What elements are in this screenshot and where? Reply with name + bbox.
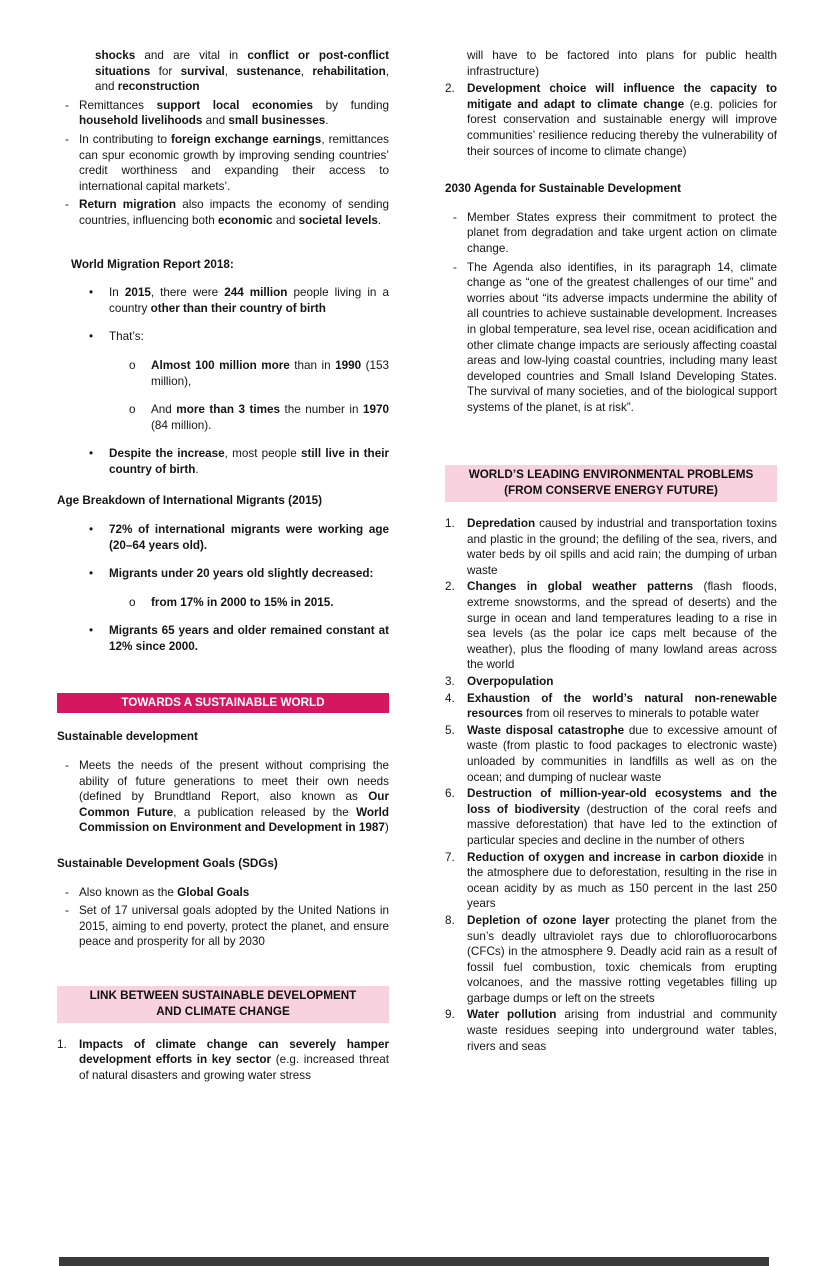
list-marker: - bbox=[453, 260, 457, 274]
list-item-text bbox=[467, 674, 777, 690]
list-item-text: Despite the increase, most people still live in their country of birth. bbox=[109, 447, 389, 476]
list-item bbox=[57, 197, 389, 228]
age-breakdown-list bbox=[57, 522, 389, 655]
list-item bbox=[445, 674, 777, 690]
list-item bbox=[445, 210, 777, 257]
climate-impacts-list-continued bbox=[445, 48, 777, 159]
list-item-text: Development choice will influence the capacity to mitigate and adapt to climate change (e.g. policies for forest conservation and sustainable energy will improve communities’ resilience reducing thereby the vulnerability of their sources of income to climate change) bbox=[467, 82, 777, 158]
list-marker: • bbox=[89, 523, 94, 537]
bold-text: societal levels bbox=[298, 213, 378, 227]
list-item bbox=[57, 885, 389, 901]
heading-world-migration-report bbox=[71, 257, 389, 273]
list-item-text: Reduction of oxygen and increase in carbon dioxide in the atmosphere due to deforestation, resulting in the rise in ocean acidity by as much as 150 percent in the last 250 years bbox=[467, 850, 777, 911]
list-marker: 6. bbox=[445, 787, 455, 801]
climate-impacts-list bbox=[57, 1037, 389, 1084]
list-marker: 2. bbox=[445, 82, 455, 96]
bold-text: rehabilitation bbox=[312, 64, 386, 78]
list-item bbox=[57, 48, 389, 95]
list-item-text: Set of 17 universal goals adopted by the United Nations in 2015, aiming to end poverty, protect the planet, and ensure peace and prosperity for all by 2030 bbox=[79, 904, 389, 949]
page-gap-bar bbox=[59, 1257, 769, 1266]
list-item-text: Return migration also impacts the economy of sending countries, influencing both economic and societal levels. bbox=[79, 198, 389, 227]
list-item bbox=[57, 623, 389, 654]
bold-text: Depletion of ozone layer bbox=[467, 913, 610, 927]
list-item bbox=[445, 260, 777, 416]
bold-text: other than their country of birth bbox=[150, 301, 326, 315]
bold-text: small businesses bbox=[228, 114, 326, 128]
bold-text: Impacts of climate change can severely hamper development efforts in key sector bbox=[79, 1037, 389, 1067]
heading-sdgs bbox=[57, 856, 389, 872]
bold-text: from 17% in 2000 to 15% in 2015. bbox=[151, 595, 334, 609]
list-item-text: And more than 3 times the number in 1970 (84 million). bbox=[151, 403, 389, 432]
list-marker: 7. bbox=[445, 850, 455, 864]
list-marker: • bbox=[89, 624, 94, 638]
bold-text: Return migration bbox=[79, 198, 177, 212]
list-marker: 5. bbox=[445, 723, 455, 737]
list-item bbox=[445, 786, 777, 848]
list-marker: - bbox=[65, 759, 69, 773]
list-item-text: The Agenda also identifies, in its paragraph 14, climate change as “one of the greatest challenges of our time” and worries about “its adverse impacts undermine the ability of all countries to achieve sustainable development. Increases in global temperature, sea level rise, ocean acidification and other climate change impacts are seriously affecting coastal areas and low-lying coastal countries, including many least developed countries and Small Island Developing States. The survival of many societies, and of the biological support systems of the planet, is at risk”. bbox=[467, 260, 777, 414]
list-marker: o bbox=[129, 403, 136, 417]
bold-text: World Commission on Environment and Development in 1987 bbox=[79, 805, 389, 835]
bold-text: Age Breakdown of International Migrants (2015) bbox=[57, 494, 322, 508]
sustainable-development-list bbox=[57, 758, 389, 836]
list-item-text: Remittances support local economies by funding household livelihoods and small businesses. bbox=[79, 98, 389, 128]
bold-text: conflict or post-conflict situations bbox=[95, 49, 389, 78]
right-column bbox=[445, 48, 777, 1055]
banner-line: TOWARDS A SUSTAINABLE WORLD bbox=[121, 695, 325, 709]
bold-text: Sustainable development bbox=[57, 730, 198, 744]
bold-text: Development choice will influence the capacity to mitigate and adapt to climate change bbox=[467, 82, 777, 111]
bold-text: 72% of international migrants were working age (20–64 years old). bbox=[109, 523, 389, 552]
banner-towards-sustainable-world bbox=[57, 693, 389, 714]
list-item bbox=[57, 566, 389, 582]
list-item bbox=[57, 758, 389, 836]
list-marker: • bbox=[89, 567, 94, 581]
list-item bbox=[445, 913, 777, 1007]
bold-text: shocks bbox=[95, 49, 136, 62]
list-marker: - bbox=[65, 98, 69, 112]
list-item bbox=[445, 516, 777, 578]
bold-text: Global Goals bbox=[177, 885, 250, 899]
list-item bbox=[57, 132, 389, 194]
bold-text: 244 million bbox=[224, 286, 288, 300]
list-item bbox=[445, 723, 777, 785]
list-item bbox=[57, 903, 389, 950]
bold-text: Waste disposal catastrophe bbox=[467, 723, 625, 737]
list-item bbox=[445, 691, 777, 722]
list-item-text: Also known as the Global Goals bbox=[79, 885, 250, 899]
bold-text: economic bbox=[218, 213, 273, 227]
list-marker: 2. bbox=[445, 580, 455, 594]
list-marker: - bbox=[65, 885, 69, 899]
bold-text: support local economies bbox=[156, 98, 314, 112]
list-marker: 1. bbox=[445, 517, 455, 531]
list-item bbox=[445, 81, 777, 159]
bold-text: Destruction of million-year-old ecosystems and the loss of biodiversity bbox=[467, 787, 777, 816]
bold-text: 2030 Agenda for Sustainable Development bbox=[445, 182, 681, 196]
list-item-text: Exhaustion of the world’s natural non-renewable resources from oil reserves to minerals to potable water bbox=[467, 691, 777, 721]
bold-text: Despite the increase bbox=[109, 447, 225, 461]
list-item bbox=[445, 48, 777, 79]
list-item bbox=[57, 402, 389, 433]
list-marker: • bbox=[89, 330, 94, 344]
list-marker: - bbox=[65, 198, 69, 212]
bold-text: survival bbox=[180, 64, 225, 78]
bold-text: 1970 bbox=[362, 403, 389, 417]
bold-text: Overpopulation bbox=[467, 675, 554, 688]
list-marker: • bbox=[89, 286, 94, 300]
bold-text: Migrants 65 years and older remained constant at 12% since 2000. bbox=[109, 624, 389, 654]
banner-line: AND CLIMATE CHANGE bbox=[156, 1004, 290, 1018]
bold-text: Migrants under 20 years old slightly decreased: bbox=[109, 567, 374, 581]
list-marker: - bbox=[65, 132, 69, 146]
environmental-problems-list bbox=[445, 516, 777, 1054]
list-item bbox=[57, 285, 389, 316]
bold-text: Sustainable Development Goals (SDGs) bbox=[57, 856, 278, 870]
list-item-text bbox=[151, 595, 389, 611]
heading-sustainable-development bbox=[57, 729, 389, 745]
bold-text: reconstruction bbox=[117, 80, 200, 94]
bold-text: household livelihoods bbox=[79, 114, 203, 128]
list-marker: 8. bbox=[445, 913, 455, 927]
bold-text: sustenance bbox=[236, 64, 301, 78]
left-column bbox=[57, 48, 389, 1084]
list-marker: 4. bbox=[445, 691, 455, 705]
list-item bbox=[445, 1007, 777, 1054]
list-item-text: Depletion of ozone layer protecting the planet from the sun’s deadly ultraviolet rays due to chlorofluorocarbons (CFCs) in the atmosphere 9. Deadly acid rain as a result of fossil fuel combustion, toxic chemicals from erupting volcanoes, and the massive rotting vegetables filling up garbage dumps or left on the streets bbox=[467, 913, 778, 1005]
list-item-text: Changes in global weather patterns (flash floods, extreme snowstorms, and the spread of deserts) and the surge in ocean and land temperatures leading to a rise in sea levels (as the polar ice caps melt because of the weather), plus the flooding of many lowland areas across the world bbox=[467, 580, 777, 672]
list-marker: - bbox=[453, 210, 457, 224]
heading-age-breakdown bbox=[57, 493, 389, 509]
list-item bbox=[57, 446, 389, 477]
list-item bbox=[57, 595, 389, 611]
list-item bbox=[57, 329, 389, 345]
list-marker: o bbox=[129, 595, 136, 609]
list-marker: 1. bbox=[57, 1037, 67, 1051]
list-marker: 9. bbox=[445, 1008, 455, 1022]
bold-text: Our Common Future bbox=[79, 790, 389, 819]
banner-line: WORLD’S LEADING ENVIRONMENTAL PROBLEMS bbox=[468, 468, 754, 482]
list-item bbox=[57, 522, 389, 553]
list-item-text: That’s: bbox=[109, 330, 144, 344]
sdgs-list bbox=[57, 885, 389, 950]
list-item bbox=[445, 579, 777, 673]
list-item-text: In 2015, there were 244 million people living in a country other than their country of birth bbox=[109, 286, 389, 315]
bold-text: Depredation bbox=[467, 517, 536, 531]
list-item-text: shocks and are vital in conflict or post-conflict situations for survival, sustenance, rehabilitation, and reconstruction bbox=[95, 49, 389, 94]
list-item-text bbox=[109, 623, 389, 654]
list-item-text: Impacts of climate change can severely hamper development efforts in key sector (e.g. increased threat of natural disasters and growing water stress bbox=[79, 1037, 389, 1082]
list-marker: - bbox=[65, 904, 69, 918]
agenda-2030-list bbox=[445, 210, 777, 416]
list-item-text: Water pollution arising from industrial and community waste residues seeping into underground water tables, rivers and seas bbox=[467, 1008, 777, 1053]
bold-text: still live in their country of birth bbox=[109, 447, 389, 476]
list-item-text: In contributing to foreign exchange earnings, remittances can spur economic growth by improving sending countries’ credit worthiness and expanding their access to international capital markets’. bbox=[79, 132, 389, 193]
bold-text: 1990 bbox=[335, 358, 362, 372]
remittances-list bbox=[57, 48, 389, 229]
bold-text: foreign exchange earnings bbox=[171, 132, 322, 146]
banner-line: (FROM CONSERVE ENERGY FUTURE) bbox=[504, 484, 718, 498]
banner-environmental-problems bbox=[445, 465, 777, 502]
bold-text: Changes in global weather patterns bbox=[467, 580, 694, 594]
list-item bbox=[57, 358, 389, 389]
bold-text: Water pollution bbox=[467, 1008, 557, 1022]
heading-agenda-2030 bbox=[445, 181, 777, 197]
list-item-text: Depredation caused by industrial and transportation toxins and plastic in the ground; the defiling of the sea, rivers, and water beds by oil spills and acid rain; the dumping of urban waste bbox=[467, 517, 777, 577]
bold-text: Exhaustion of the world’s natural non-renewable resources bbox=[467, 691, 777, 721]
bold-text: Reduction of oxygen and increase in carbon dioxide bbox=[467, 850, 764, 864]
list-marker: o bbox=[129, 358, 136, 372]
banner-line: LINK BETWEEN SUSTAINABLE DEVELOPMENT bbox=[89, 988, 357, 1002]
list-item-text bbox=[109, 522, 389, 553]
list-item-text: Almost 100 million more than in 1990 (153 million), bbox=[151, 358, 390, 388]
list-item-text: Meets the needs of the present without comprising the ability of future generations to meet their own needs (defined by Brundtland Report, also known as Our Common Future, a publication released by the World Commission on Environment and Development in 1987) bbox=[79, 759, 389, 835]
bold-text: World Migration Report 2018: bbox=[71, 257, 234, 271]
list-marker: • bbox=[89, 447, 94, 461]
banner-link-sustainable-climate bbox=[57, 986, 389, 1023]
list-marker: 3. bbox=[445, 675, 455, 688]
bold-text: Almost 100 million more bbox=[151, 358, 290, 372]
list-item-text bbox=[109, 566, 389, 582]
world-migration-list bbox=[57, 285, 389, 477]
list-item-text: will have to be factored into plans for public health infrastructure) bbox=[467, 49, 777, 78]
list-item bbox=[445, 850, 777, 912]
bold-text: 2015 bbox=[124, 286, 151, 300]
list-item-text: Member States express their commitment to protect the planet from degradation and take urgent action on climate change. bbox=[467, 210, 777, 255]
list-item-text: Waste disposal catastrophe due to excessive amount of waste (from plastic to food packages to electronic waste) unloaded by communities in landfills as well as on the ocean; and dumping of nuclear waste bbox=[467, 723, 777, 784]
list-item bbox=[57, 1037, 389, 1084]
bold-text: more than 3 times bbox=[176, 403, 281, 417]
list-item bbox=[57, 98, 389, 129]
list-item-text: Destruction of million-year-old ecosystems and the loss of biodiversity (destruction of the coral reefs and massive deforestation) that have led to the extinction of particular species and decline in the number of others bbox=[467, 787, 777, 847]
